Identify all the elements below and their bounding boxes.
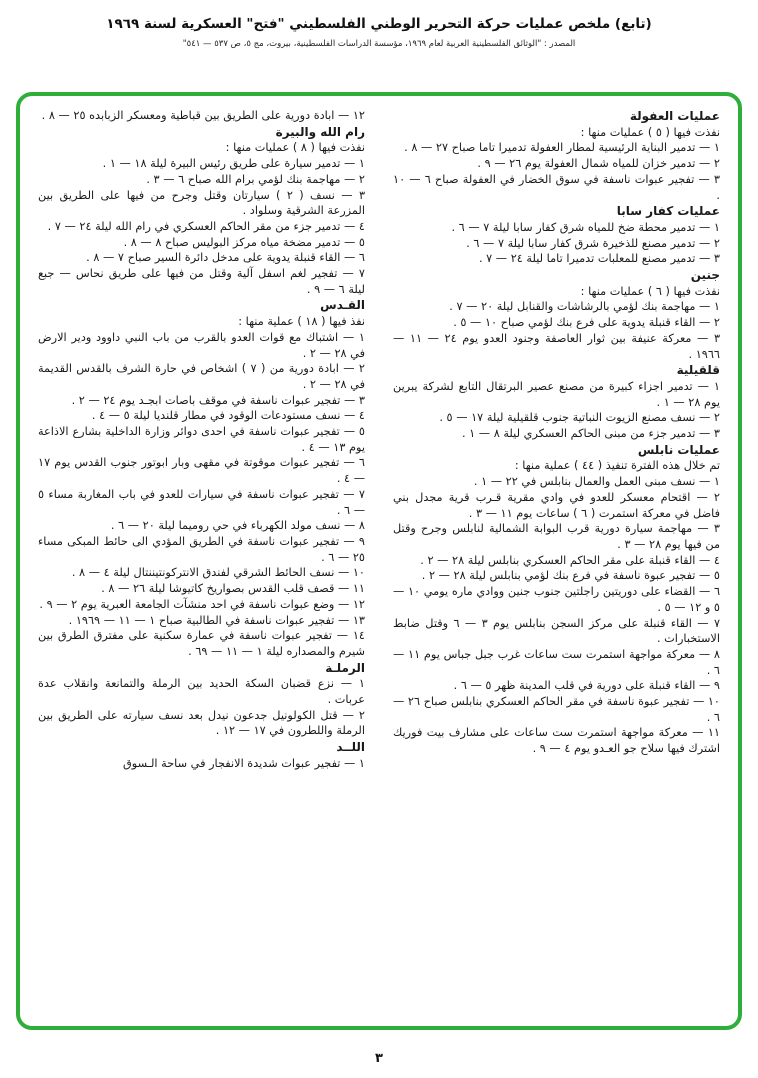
operation-text: ٤ — تدمير جزء من مقر الحاكم العسكري في رام الله ليلة ٢٤ — ٧ . (47, 219, 365, 233)
operation-text: ٢ — اقتحام معسكر للعدو في وادي مقرية قـرب قرية مجدل بني فاضل في معركة استمرت ( ٦ ) ساعات يوم ١١ — ٣ . (393, 490, 720, 520)
section-heading: عمليات العفولة (629, 109, 720, 123)
operation-text: ١ — نسف مبنى العمل والعمال بنابلس في ٢٢ — ١ . (473, 475, 720, 489)
operation-text: ١ — تدمير اجزاء كبيرة من مصنع عصير البرتقال التابع لشركة يبرين يوم ٢٨ — ١ . (393, 379, 720, 409)
operation-text: ١ — تفجير عبوات شديدة الانفجار في ساحة الـسوق (122, 756, 365, 770)
operation-text: ٣ — معركة عنيفة بين ثوار العاصفة وجنود العدو يوم ٢٤ — ١١ — ١٩٦٦ . (393, 331, 721, 361)
operation-text: ١ — نزع قضبان السكة الحديد بين الرملة والتمانعة وانقلاب عدة عربات . (38, 677, 365, 707)
operation-text: ٢ — تدمير مصنع للذخيرة شرق كفار سابا ليلة ٧ — ٦ . (466, 236, 720, 250)
page-header (0, 0, 758, 49)
operation-text: ١٢ — وضع عبوات ناسفة في احد منشآت الجامعة العبرية يوم ٢ — ٩ . (39, 597, 365, 611)
green-border-frame (16, 92, 742, 1030)
operation-text: ١ — اشتباك مع قوات العدو بالقرب من باب النبي داوود ودير الارض في ٢٨ — ٢ . (38, 330, 365, 360)
operation-text: ٣ — تفجير عبوات ناسفة في موقف باصات ابجـد يوم ٢٤ — ٢ . (71, 393, 365, 407)
page-number: ٣ (375, 1051, 383, 1066)
operation-text: تم خلال هذه الفترة تنفيذ ( ٤٤ ) عملية منها : (514, 459, 720, 473)
operation-text: ٥ — تفجير عبوات ناسفة في احدى دوائر وزارة الداخلية بشارع الاذاعة يوم ١٣ — ٤ . (38, 425, 365, 454)
operation-text: ٨ — معركة مواجهة استمرت ست ساعات غرب جبل جباس يوم ١١ — ٦ . (393, 647, 720, 677)
page-title: (تابع) ملخص عمليات حركة التحرير الوطني الفلسطيني "فتح" العسكرية لسنة ١٩٦٩ (106, 16, 652, 32)
operation-text: ٧ — القاء قنبلة على مركز السجن بنابلس يوم ٣ — ٦ وقتل ضابط الاستخبارات . (393, 616, 721, 646)
section-heading: عمليات كفار سابا (616, 204, 720, 219)
operation-text: ٩ — القاء قنبلة على دورية في قلب المدينة ظهر ٥ — ٦ . (453, 679, 720, 693)
section-heading: القـدس (320, 298, 365, 313)
operation-text: ١٤ — تفجير عبوات ناسفة في عمارة سكنية على مفترق الطرق بين شيرم والمصداره ليلة ١ — ١١ — ٦٩ . (38, 629, 365, 658)
operation-text: نفذت فيها ( ٥ ) عمليات منها : (580, 125, 720, 139)
operation-text: ٥ — تفجير عبوة ناسفة في فرع بنك لؤمي بنابلس ليلة ٢٨ — ٢ . (421, 569, 720, 583)
operation-text: ٢ — قتل الكولونيل جدعون نيدل بعد نسف سيارته على الطريق بين الرملة واللطرون في ١٧ — ١٢ . (38, 708, 365, 738)
operation-text: ١١ — معركة مواجهة استمرت ست ساعات على مشارف بيت فوريك اشترك فيها سلاح جو العـدو يوم ٤ — ٩ . (393, 726, 720, 756)
section-heading: جنين (690, 268, 720, 283)
operation-text: ١٠ — نسف الحائط الشرقي لفندق الانتركونتيننتال ليلة ٤ — ٨ . (71, 566, 365, 580)
operation-text: ٤ — القاء قنبلة على مقر الحاكم العسكري بنابلس ليلة ٢٨ — ٢ . (420, 553, 720, 567)
section-heading: قلقيلية (676, 363, 720, 378)
operation-text: ١٣ — تفجير عبوات ناسفة في الطالبية صباح ١ — ١١ — ١٩٦٩ . (68, 613, 365, 627)
operation-text: ٥ — تدمير مضخة مياه مركز البوليس صباح ٨ — ٨ . (123, 235, 365, 249)
section-heading: عمليات نابلس (637, 442, 720, 457)
operation-text: ٣ — نسف ( ٢ ) سيارتان وقتل وجرح من فيها على الطريق بين المزرعة الشرقية وسلواد . (38, 188, 366, 218)
operation-text: ١ — تدمير البناية الرئيسية لمطار العفولة تدميرا تاما صباح ٢٧ — ٨ . (404, 141, 720, 155)
operation-text: ٣ — تدمير جزء من مبنى الحاكم العسكري ليلة ٨ — ١ . (461, 427, 720, 441)
section-heading: رام الله والبيرة (275, 124, 365, 139)
operation-text: ٢ — ابادة دورية من ( ٧ ) اشخاص في حارة الشرف بالقدس القديمة في ٢٨ — ٢ . (38, 362, 365, 391)
operation-text: ٧ — تفجير لغم اسفل آلية وقتل من فيها على طريق نحاس — جبع ليلة ٦ — ٩ . (38, 267, 365, 296)
operation-text: ٢ — القاء قنبلة يدوية على فرع بنك لؤمي صباح ١٠ — ٥ . (453, 316, 720, 330)
column-right (393, 108, 720, 1018)
operation-text: ١ — تدمير محطة ضخ للمياه شرق كفار سابا ليلة ٧ — ٦ . (451, 220, 720, 234)
operation-text: ٤ — نسف مستودعات الوقود في مطار قلنديا ليلة ٥ — ٤ . (91, 409, 365, 423)
operation-text: ٦ — القضاء على دوريتين راجلتين جنوب جنين ووادي ماره يومي ١٠ — ٥ و ١٢ — ٥ . (393, 585, 721, 614)
operation-text: ٦ — القاء قنبلة يدوية على مدخل دائرة السير صباح ٧ — ٨ . (86, 251, 365, 265)
operation-text: ٣ — تفجير عبوات ناسفة في سوق الخضار في العفولة صباح ٦ — ١٠ . (393, 172, 720, 202)
operation-text: نفذ فيها ( ١٨ ) عملية منها : (238, 315, 365, 329)
operation-text: نفذت فيها ( ٨ ) عمليات منها : (225, 141, 365, 155)
column-left (38, 108, 365, 1018)
operation-text: ٢ — مهاجمة بنك لؤمي برام الله صباح ٦ — ٣ . (146, 172, 365, 186)
operation-text: ١٠ — تفجير عبوة ناسفة في مقر الحاكم العسكري بنابلس صباح ٢٦ — ٦ . (393, 695, 720, 724)
operation-text: ٦ — تفجير عبوات موقوتة في مقهى وبار ابوتور جنوب القدس يوم ١٧ — ٤ . (38, 456, 365, 486)
operation-text: ٢ — نسف مصنع الزيوت النباتية جنوب قلقيلية ليلة ١٧ — ٥ . (439, 411, 720, 425)
two-column-layout (38, 108, 720, 1018)
operation-text: نفذت فيها ( ٦ ) عمليات منها : (580, 284, 720, 298)
operation-text: ١ — تدمير سيارة على طريق رئيس البيرة ليلة ١٨ — ١ . (102, 157, 365, 171)
operation-text: ١٢ — ابادة دورية على الطريق بين قباطية ومعسكر الزبابده ٢٥ — ٨ . (41, 109, 365, 122)
operation-text: ٧ — تفجير عبوات ناسفة في سيارات للعدو في باب المغاربة مساء ٥ — ٦ . (38, 487, 365, 517)
operation-text: ٣ — تدمير مصنع للمعلبات تدميرا تاما ليلة ٢٤ — ٧ . (478, 252, 720, 266)
operation-text: ٢ — تدمير خزان للمياه شمال العفولة يوم ٢٦ — ٩ . (477, 157, 720, 171)
source-citation: المصدر : "الوثائق الفلسطينية العربية لعام ١٩٦٩، مؤسسة الدراسات الفلسطينية، بيروت، مج ٥، ص ٥٣٧ — ٥٤١" (182, 39, 576, 49)
section-heading: اللــد (336, 740, 365, 755)
section-heading: الرملـة (325, 660, 365, 675)
operation-text: ٩ — تفجير عبوات ناسفة في الطريق المؤدي الى حائط المبكى مساء ٢٥ — ٦ . (38, 534, 365, 564)
operation-text: ٨ — نسف مولد الكهرباء في حي روميما ليلة ٢٠ — ٦ . (110, 519, 365, 533)
operation-text: ١١ — قصف قلب القدس بصواريخ كاتيوشا ليلة ٢٦ — ٨ . (101, 582, 365, 596)
operation-text: ٣ — مهاجمة سيارة دورية قرب البوابة الشمالية لنابلس وجرح وقتل من فيها يوم ٢٨ — ٣ . (393, 522, 720, 551)
operation-text: ١ — مهاجمة بنك لؤمي بالرشاشات والقنابل ليلة ٢٠ — ٧ . (449, 300, 720, 314)
